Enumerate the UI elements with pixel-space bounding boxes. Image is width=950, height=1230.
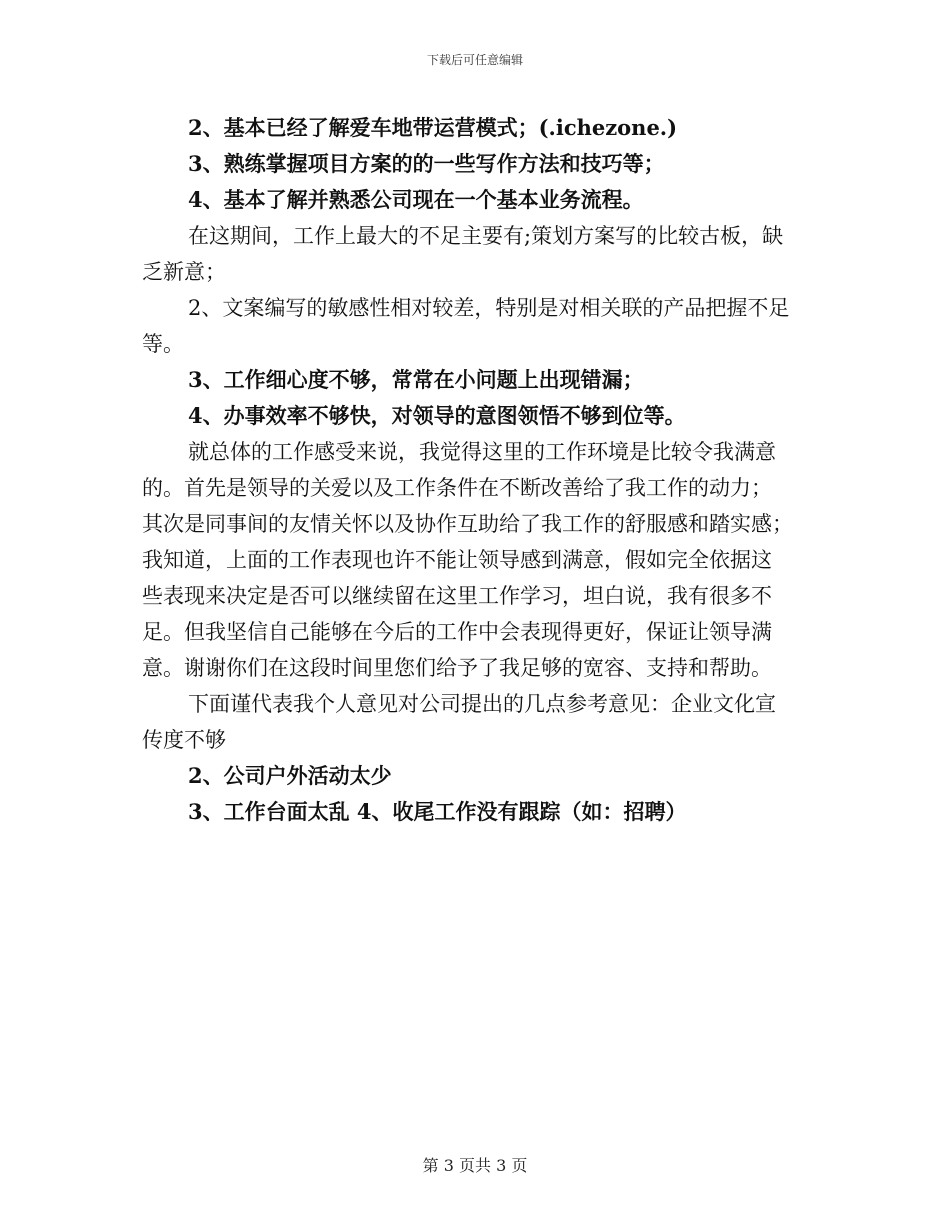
text-line: 就总体的工作感受来说，我觉得这里的工作环境是比较令我满意 (188, 440, 776, 464)
text-line: 意。谢谢你们在这段时间里您们给予了我足够的宽容、支持和帮助。 (142, 656, 772, 680)
text-line: 足。但我坚信自己能够在今后的工作中会表现得更好，保证让领导满 (142, 620, 772, 644)
text-line: 3、熟练掌握项目方案的的一些写作方法和技巧等； (188, 151, 665, 176)
text-line: 其次是同事间的友情关怀以及协作互助给了我工作的舒服感和踏实感； (142, 512, 793, 536)
page-number: 第 3 页共 3 页 (422, 1156, 528, 1175)
text-line: 乏新意； (142, 260, 226, 284)
text-line: 2、基本已经了解爱车地带运营模式；(.ichezone.) (188, 115, 678, 140)
text-line: 下面谨代表我个人意见对公司提出的几点参考意见：企业文化宣 (188, 692, 776, 716)
text-line: 些表现来决定是否可以继续留在这里工作学习，坦白说，我有很多不 (142, 584, 772, 608)
text-line: 等。 (142, 332, 184, 356)
text-line: 4、基本了解并熟悉公司现在一个基本业务流程。 (188, 187, 644, 212)
text-line: 在这期间，工作上最大的不足主要有;策划方案写的比较古板，缺 (188, 224, 784, 248)
document-body (142, 110, 810, 830)
text-line: 传度不够 (142, 728, 226, 752)
page-header-note: 下载后可任意编辑 (426, 53, 523, 67)
text-line: 2、公司户外活动太少 (188, 763, 392, 788)
text-line: 2、文案编写的敏感性相对较差，特别是对相关联的产品把握不足 (188, 296, 790, 320)
text-line: 4、办事效率不够快，对领导的意图领悟不够到位等。 (188, 403, 686, 428)
text-line: 3、工作台面太乱 4、收尾工作没有跟踪（如：招聘） (188, 799, 687, 824)
text-line: 的。首先是领导的关爱以及工作条件在不断改善给了我工作的动力； (142, 476, 772, 500)
text-line: 3、工作细心度不够，常常在小问题上出现错漏； (188, 367, 644, 392)
text-line: 我知道，上面的工作表现也许不能让领导感到满意，假如完全依据这 (142, 548, 772, 572)
